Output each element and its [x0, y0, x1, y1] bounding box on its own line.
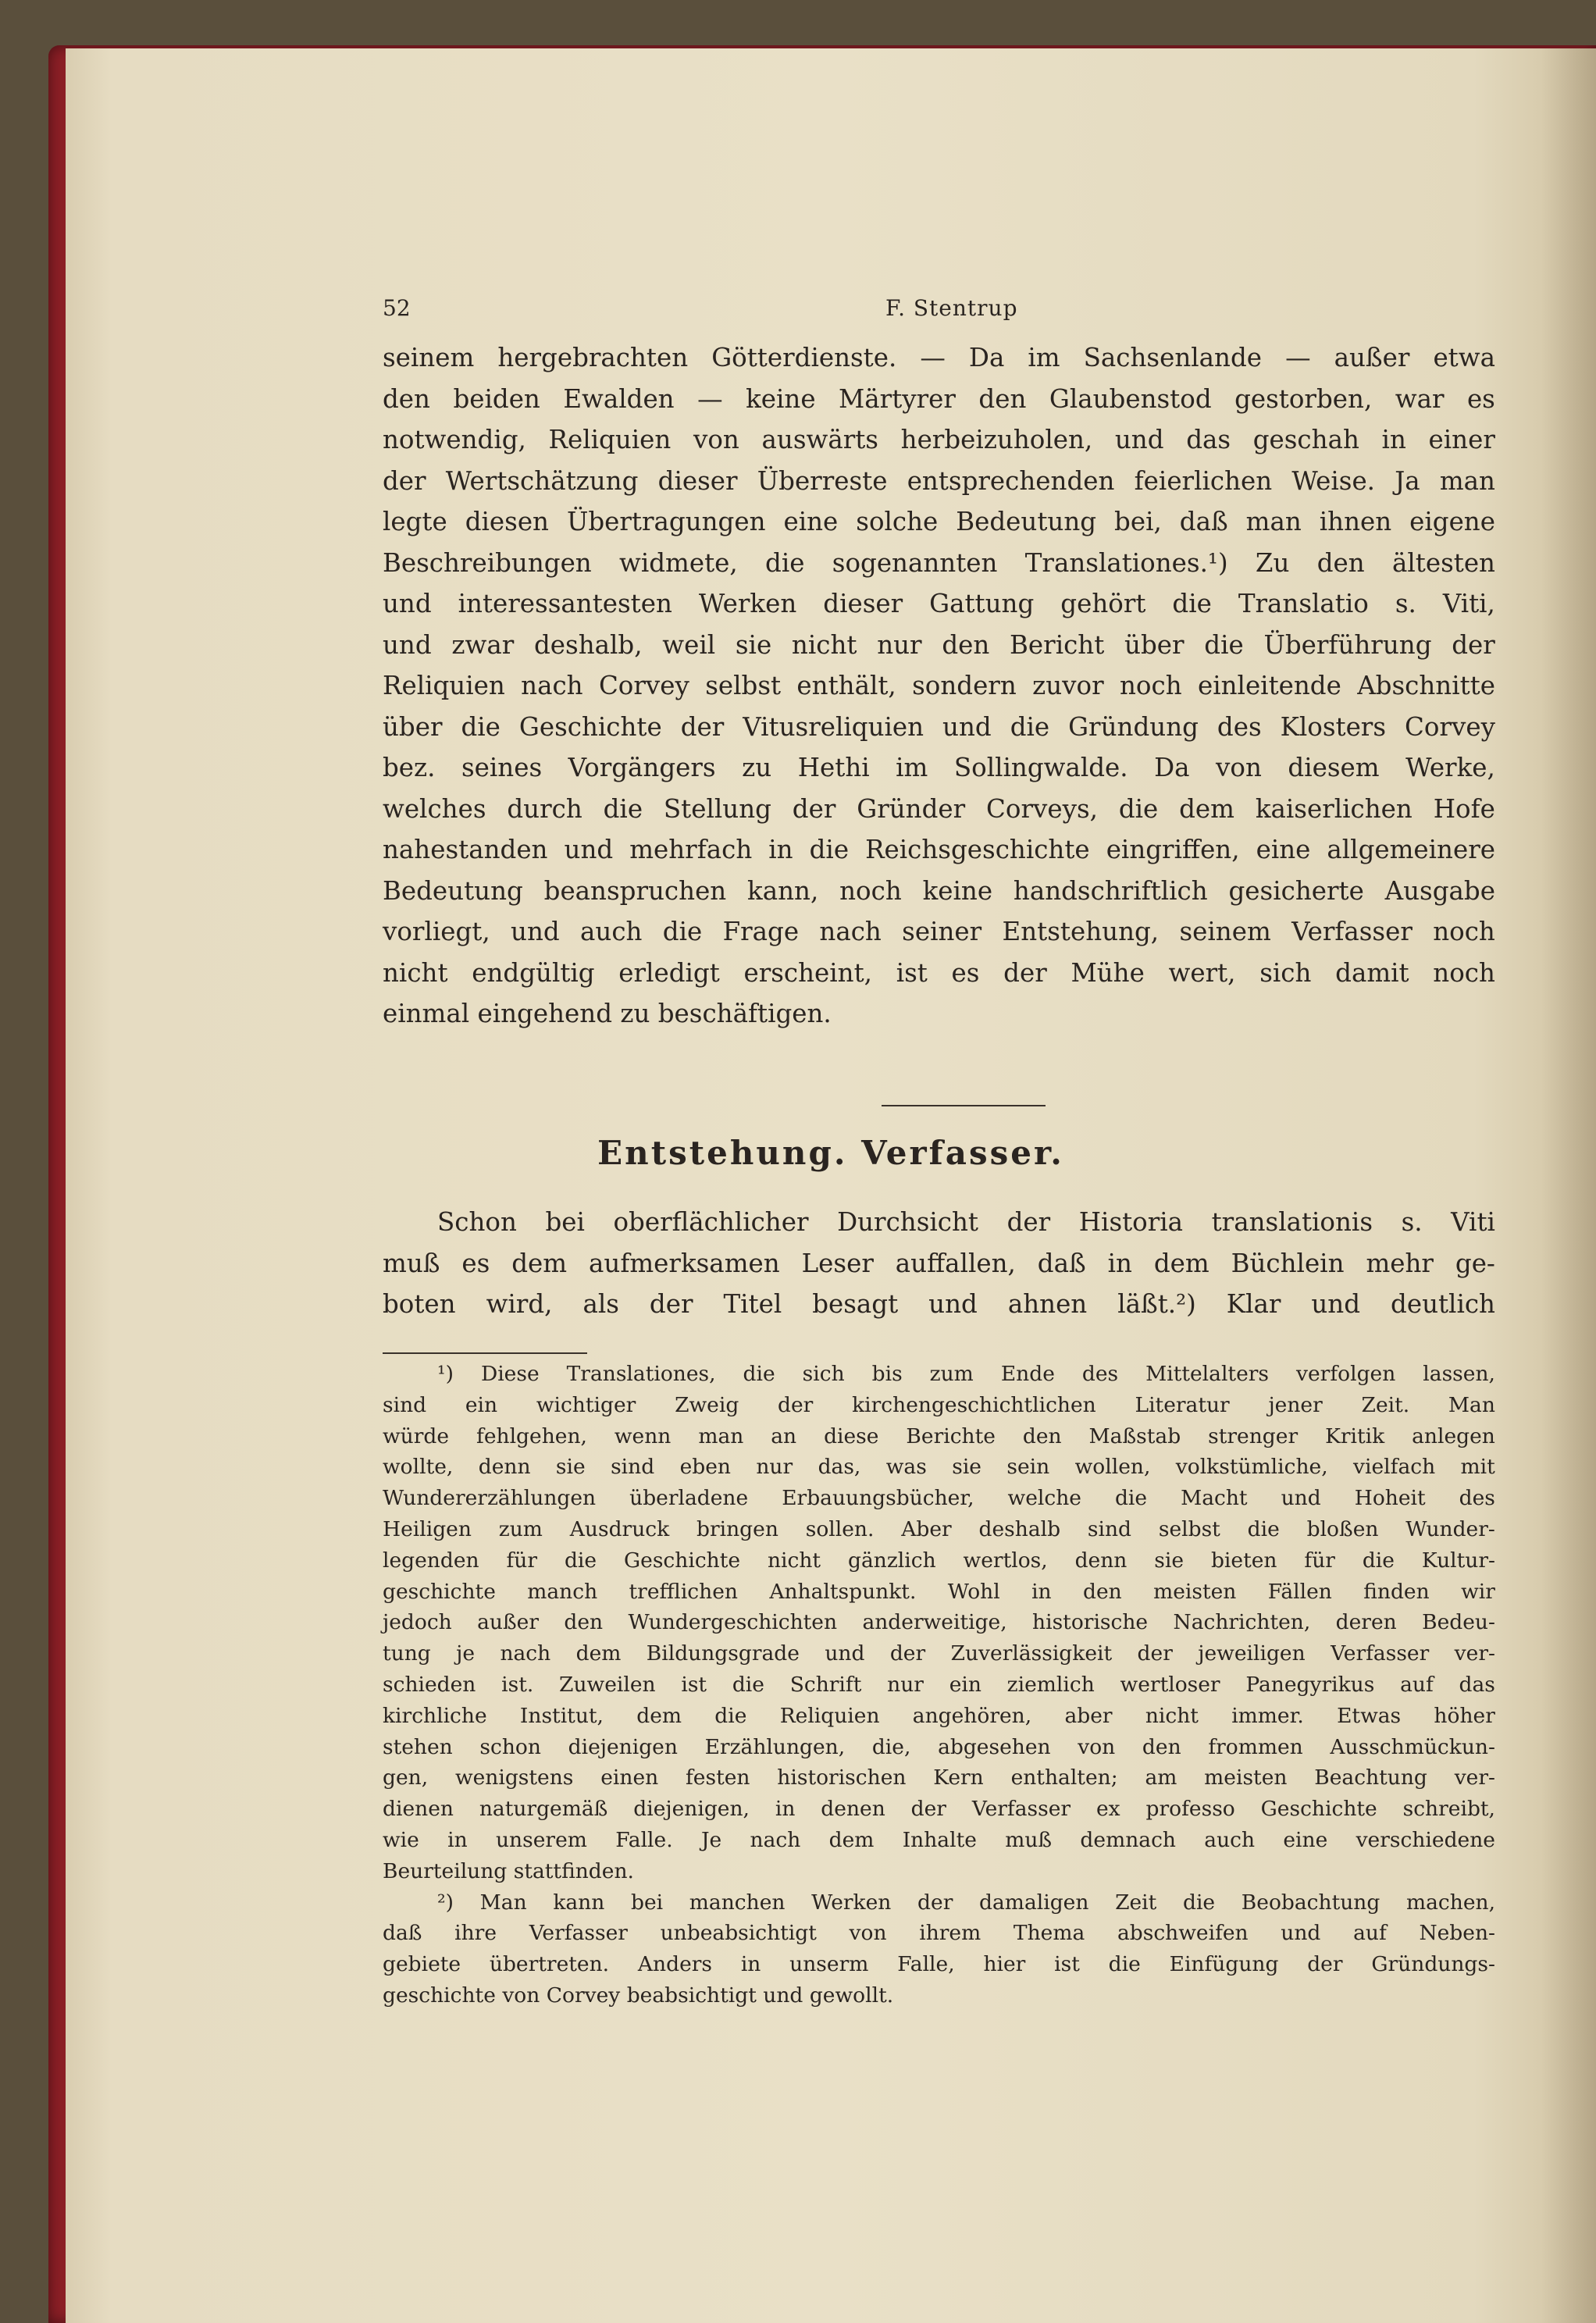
text-line: Schon bei oberflächlicher Durchsicht der Historia translationis s. Viti: [437, 1207, 1495, 1237]
text-line: Wundererzählungen überladene Erbauungsbücher, welche die Macht und Hoheit des: [383, 1486, 1495, 1511]
text-line: tung je nach dem Bildungsgrade und der Zuverlässigkeit der jeweiligen Verfasser ver-: [383, 1641, 1495, 1666]
text-line: einmal eingehend zu beschäftigen.: [383, 999, 832, 1028]
text-line: boten wird, als der Titel besagt und ahnen läßt.²) Klar und deutlich: [383, 1289, 1495, 1319]
text-line: kirchliche Institut, dem die Reliquien angehören, aber nicht immer. Etwas höher: [383, 1703, 1495, 1728]
text-line: gebiete übertreten. Anders in unserm Falle, hier ist die Einfügung der Gründungs-: [383, 1952, 1495, 1977]
text-line: geschichte manch trefflichen Anhaltspunkt. Wohl in den meisten Fällen finden wir: [383, 1579, 1495, 1604]
text-line: und interessantesten Werken dieser Gattung gehört die Translatio s. Viti,: [383, 589, 1495, 618]
section-paragraph: [383, 1202, 1495, 1325]
text-line: seinem hergebrachten Götterdienste. — Da im Sachsenlande — außer etwa: [383, 343, 1495, 372]
text-line: jedoch außer den Wundergeschichten anderweitige, historische Nachrichten, deren Bedeu-: [383, 1610, 1495, 1635]
text-line: muß es dem aufmerksamen Leser auffallen, daß in dem Büchlein mehr ge-: [383, 1248, 1495, 1278]
text-line: legenden für die Geschichte nicht gänzlich wertlos, denn sie bieten für die Kultur-: [383, 1548, 1495, 1573]
text-line: der Wertschätzung dieser Überreste entsprechenden feierlichen Weise. Ja man: [383, 465, 1495, 496]
text-line: dienen naturgemäß diejenigen, in denen der Verfasser ex professo Geschichte schreibt,: [383, 1797, 1495, 1822]
text-line: vorliegt, und auch die Frage nach seiner Entstehung, seinem Verfasser noch: [383, 917, 1495, 946]
page-content: [66, 48, 1596, 2323]
text-line: würde fehlgehen, wenn man an diese Berichte den Maßstab strenger Kritik anlegen: [383, 1423, 1495, 1448]
running-header-author: F. Stentrup: [885, 295, 1018, 321]
page-number: 52: [383, 295, 411, 321]
text-line: daß ihre Verfasser unbeabsichtigt von ihrem Thema abschweifen und auf Neben-: [383, 1921, 1495, 1946]
text-line: wollte, denn sie sind eben nur das, was sie sein wollen, volkstümliche, vielfach mit: [383, 1455, 1495, 1480]
text-line: nicht endgültig erledigt erscheint, ist es der Mühe wert, sich damit noch: [383, 957, 1495, 988]
text-line: notwendig, Reliquien von auswärts herbeizuholen, und das geschah in einer: [383, 425, 1495, 454]
text-line: Heiligen zum Ausdruck bringen sollen. Aber deshalb sind selbst die bloßen Wunder-: [383, 1516, 1495, 1541]
text-line: und zwar deshalb, weil sie nicht nur den Bericht über die Überführung der: [383, 629, 1495, 660]
text-line: Reliquien nach Corvey selbst enthält, sondern zuvor noch einleitende Abschnitte: [383, 671, 1495, 700]
text-line: geschichte von Corvey beabsichtigt und gewollt.: [383, 1983, 894, 2008]
footnote-rule: [383, 1352, 587, 1354]
text-line: den beiden Ewalden — keine Märtyrer den Glaubenstod gestorben, war es: [383, 383, 1495, 414]
text-line: welches durch die Stellung der Gründer Corveys, die dem kaiserlichen Hofe: [383, 793, 1495, 824]
text-line: wie in unserem Falle. Je nach dem Inhalte muß demnach auch eine verschiedene: [383, 1827, 1495, 1852]
text-line: Beurteilung stattfinden.: [383, 1858, 634, 1883]
text-line: Beschreibungen widmete, die sogenannten Translationes.¹) Zu den ältesten: [383, 547, 1495, 578]
section-heading: Entstehung. Verfasser.: [597, 1134, 1064, 1172]
footnotes: [383, 1359, 1495, 2011]
text-line: ²) Man kann bei manchen Werken der damaligen Zeit die Beobachtung machen,: [437, 1890, 1495, 1915]
footnote-2: [383, 1887, 1495, 2011]
footnote-1: [383, 1359, 1495, 1887]
text-line: nahestanden und mehrfach in die Reichsgeschichte eingriffen, eine allgemeinere: [383, 835, 1495, 864]
text-line: Bedeutung beanspruchen kann, noch keine handschriftlich gesicherte Ausgabe: [383, 875, 1495, 906]
text-line: legte diesen Übertragungen eine solche Bedeutung bei, daß man ihnen eigene: [383, 507, 1495, 536]
text-line: gen, wenigstens einen festen historischen Kern enthalten; am meisten Beachtung ver-: [383, 1765, 1495, 1790]
text-line: stehen schon diejenigen Erzählungen, die, abgesehen von den frommen Ausschmückun-: [383, 1734, 1495, 1759]
text-line: schieden ist. Zuweilen ist die Schrift nur ein ziemlich wertloser Panegyrikus auf das: [383, 1672, 1495, 1697]
section-divider: [882, 1105, 1046, 1106]
running-header: [66, 295, 1596, 326]
text-line: ¹) Diese Translationes, die sich bis zum Ende des Mittelalters verfolgen lassen,: [437, 1362, 1495, 1386]
main-paragraph: [383, 337, 1495, 1035]
text-line: bez. seines Vorgängers zu Hethi im Sollingwalde. Da von diesem Werke,: [383, 753, 1495, 782]
book-page: [66, 48, 1596, 2323]
text-line: über die Geschichte der Vitusreliquien und die Gründung des Klosters Corvey: [383, 711, 1495, 742]
text-line: sind ein wichtiger Zweig der kirchengeschichtlichen Literatur jener Zeit. Man: [383, 1392, 1495, 1417]
